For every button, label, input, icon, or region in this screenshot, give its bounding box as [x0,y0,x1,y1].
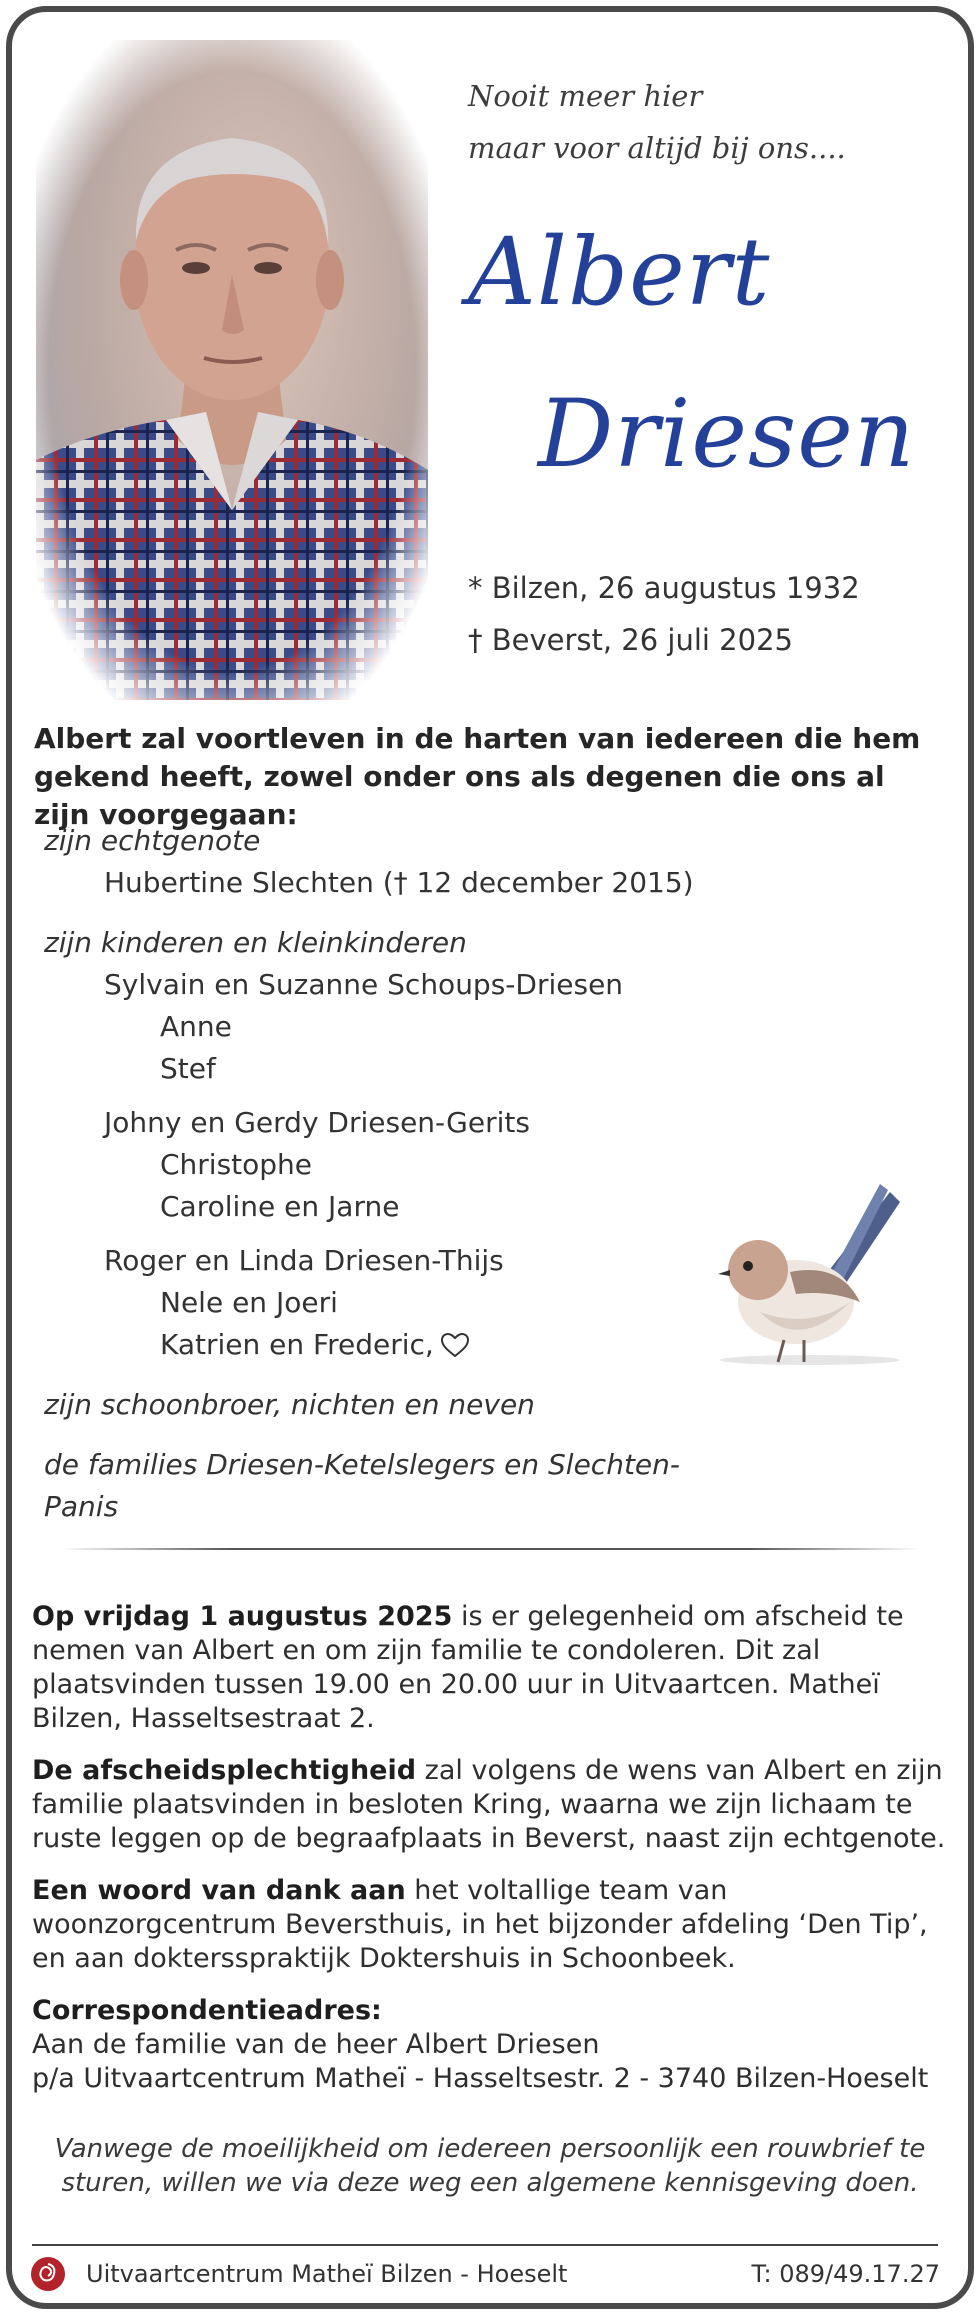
intro-text: Albert zal voortleven in de harten van iedereen die hem gekend heeft, zowel onder ons als degenen die ons al zijn voorgegaan: [34,722,921,831]
ceremony-paragraph [32,1754,952,1856]
correspondence-line-2: p/a Uitvaartcentrum Matheï - Hasseltsestr. 2 - 3740 Bilzen-Hoeselt [32,2063,929,2094]
quote-line-2: maar voor altijd bij ons.... [468,131,846,165]
rose-logo-icon [30,2256,66,2292]
phone-number: T: 089/49.17.27 [751,2260,940,2288]
grandchild-2-2: Caroline en Jarne [160,1190,400,1223]
birth-date: * Bilzen, 26 augustus 1932 [468,571,860,605]
ceremony-text: zal volgens de wens van Albert en zijn familie plaatsvinden in besloten Kring, waarna we zijn lichaam te ruste leggen op de begraafplaats in Beverst, naast zijn echtgenote. [32,1755,946,1854]
funeral-home-name: Uitvaartcentrum Matheï Bilzen - Hoeselt [86,2260,568,2288]
first-name: Albert [468,218,771,327]
correspondence-line-1: Aan de familie van de heer Albert Driesen [32,2029,600,2060]
grandchild-3-2-text: Katrien en Frederic, [160,1328,434,1361]
quote-line-1: Nooit meer hier [468,79,703,113]
life-dates [468,562,860,666]
death-date: † Beverst, 26 juli 2025 [468,623,793,657]
children-label: zijn kinderen en kleinkinderen [44,926,467,959]
child-1: Sylvain en Suzanne Schoups-Driesen [104,968,624,1001]
grandchild-1-2: Stef [160,1052,216,1085]
grandchild-2-1: Christophe [160,1148,313,1181]
grandchild-3-1: Nele en Joeri [160,1286,338,1319]
divider-line [60,1548,920,1550]
visitation-text: is er gelegenheid om afscheid te nemen van Albert en om zijn familie te condoleren. Dit zal plaatsvinden tussen 19.00 en 20.00 uur in Uitvaartcen. Matheï Bilzen, Hasseltsestraat 2. [32,1601,904,1734]
inlaws-label: zijn schoonbroer, nichten en neven [44,1388,535,1421]
visitation-date: Op vrijdag 1 augustus 2025 [32,1601,453,1632]
correspondence-label: Correspondentieadres: [32,1995,382,2026]
spouse-name: Hubertine Slechten († 12 december 2015) [104,866,694,899]
families-label: de families Driesen-Ketelslegers en Slechten-Panis [44,1448,681,1523]
spouse-label: zijn echtgenote [44,824,261,857]
heart-icon [440,1332,470,1358]
ceremony-label: De afscheidsplechtigheid [32,1755,417,1786]
grandchild-1-1: Anne [160,1010,232,1043]
correspondence-paragraph [32,1994,952,2096]
notice-section [32,1600,952,2096]
grandchild-3-2 [44,1324,724,1366]
family-list [44,820,724,1523]
last-name: Driesen [538,380,916,489]
footer [30,2252,940,2296]
thanks-label: Een woord van dank aan [32,1875,406,1906]
portrait-photo [36,40,428,700]
thanks-text: het voltallige team van woonzorgcentrum Beversthuis, in het bijzonder afdeling ‘Den Tip’, en aan doktersspraktijk Doktershuis in Schoonbeek. [32,1875,928,1974]
memorial-quote [468,70,846,174]
closing-note: Vanwege de moeilijkheid om iedereen persoonlijk een rouwbrief te sturen, willen we via deze weg een algemene kennisgeving doen. [54,2134,926,2198]
child-2: Johny en Gerdy Driesen-Gerits [104,1106,530,1139]
footer-divider [32,2244,938,2246]
bird-illustration [700,1162,920,1382]
visitation-paragraph [32,1600,952,1736]
child-3: Roger en Linda Driesen-Thijs [104,1244,504,1277]
thanks-paragraph [32,1874,952,1976]
